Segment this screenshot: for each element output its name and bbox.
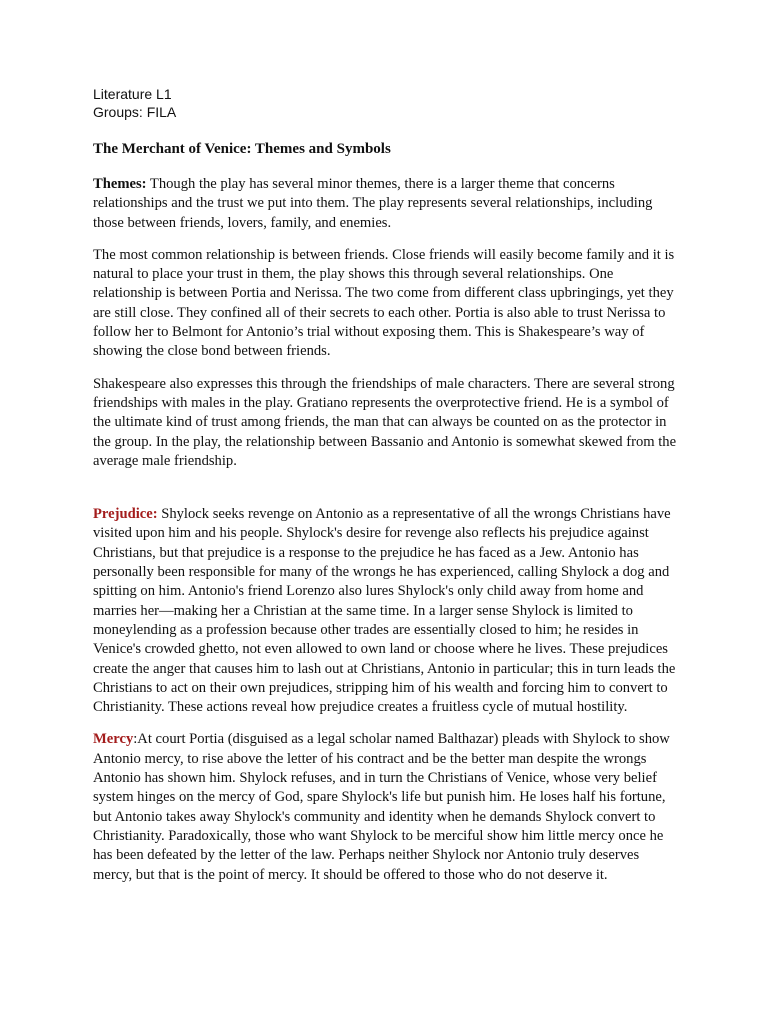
themes-friends-paragraph: The most common relationship is between friends. Close friends will easily become family and it is natural to place your trust in them, the play shows this through several relationships. One relationship is between Portia and Nerissa. The two come from different class upbringings, yet they are still close. They confined all of their secrets to each other. Portia is also able to trust Nerissa to follow her to Belmont for Antonio’s trial without exposing them. This is Shakespeare’s way of showing the close bond between friends. (93, 246, 675, 360)
mercy-paragraph (93, 730, 678, 884)
prejudice-heading: Prejudice: (93, 506, 158, 523)
groups-label: Groups: FILA (93, 104, 177, 120)
mercy-heading: Mercy (93, 731, 134, 748)
themes-heading: Themes: (93, 176, 147, 192)
page-title: The Merchant of Venice: Themes and Symbols (93, 141, 391, 157)
mercy-text: :At court Portia (disguised as a legal scholar named Balthazar) pleads with Shylock to show Antonio mercy, to rise above the letter of his contract and be the better man despite the wrongs Antonio has shown him. Shylock refuses, and in turn the Christians of Venice, whose very belief system hinges on the mercy of God, spare Shylock's life but punish him. He loses half his fortune, but Antonio takes away Shylock's community and identity when he demands Shylock convert to Christianity. Paradoxically, those who want Shylock to be merciful show him little mercy once he has been defeated by the letter of the law. Perhaps neither Shylock nor Antonio truly deserves mercy, but that is the point of mercy. It should be offered to those who do not deserve it. (93, 731, 670, 883)
themes-paragraph (93, 175, 678, 233)
course-label: Literature L1 (93, 86, 172, 102)
prejudice-paragraph (93, 505, 678, 717)
themes-male-friendship-paragraph: Shakespeare also expresses this through the friendships of male characters. There are several strong friendships with males in the play. Gratiano represents the overprotective friend. He is a symbol of the ultimate kind of trust among friends, the man that can always be counted on as the protector in the group. In the play, the relationship between Bassanio and Antonio is somewhat skewed from the average male friendship. (93, 375, 677, 469)
document-page (93, 85, 678, 898)
prejudice-text: Shylock seeks revenge on Antonio as a representative of all the wrongs Christians have visited upon him and his people. Shylock's desire for revenge also reflects his prejudice against Christians, but that prejudice is a response to the prejudice he has faced as a Jew. Antonio has personally been responsible for many of the wrongs he has experienced, calling Shylock a dog and spitting on him. Antonio's friend Lorenzo also lures Shylock's only child away from home and marries her—making her a Christian at the same time. In a larger sense Shylock is limited to moneylending as a profession because other trades are essentially closed to him; he resides in Venice's crowded ghetto, not even allowed to own land or choose where he lives. These prejudices create the anger that causes him to lash out at Christians, Antonio in particular; this in turn leads the Christians to act on their own prejudices, stripping him of his wealth and forcing him to convert to Christianity. These actions reveal how prejudice creates a fruitless cycle of mutual hostility. (93, 506, 676, 716)
themes-intro-text: Though the play has several minor themes, there is a larger theme that concerns relationships and the trust we put into them. The play represents several relationships, including those between friends, lovers, family, and enemies. (93, 176, 653, 231)
